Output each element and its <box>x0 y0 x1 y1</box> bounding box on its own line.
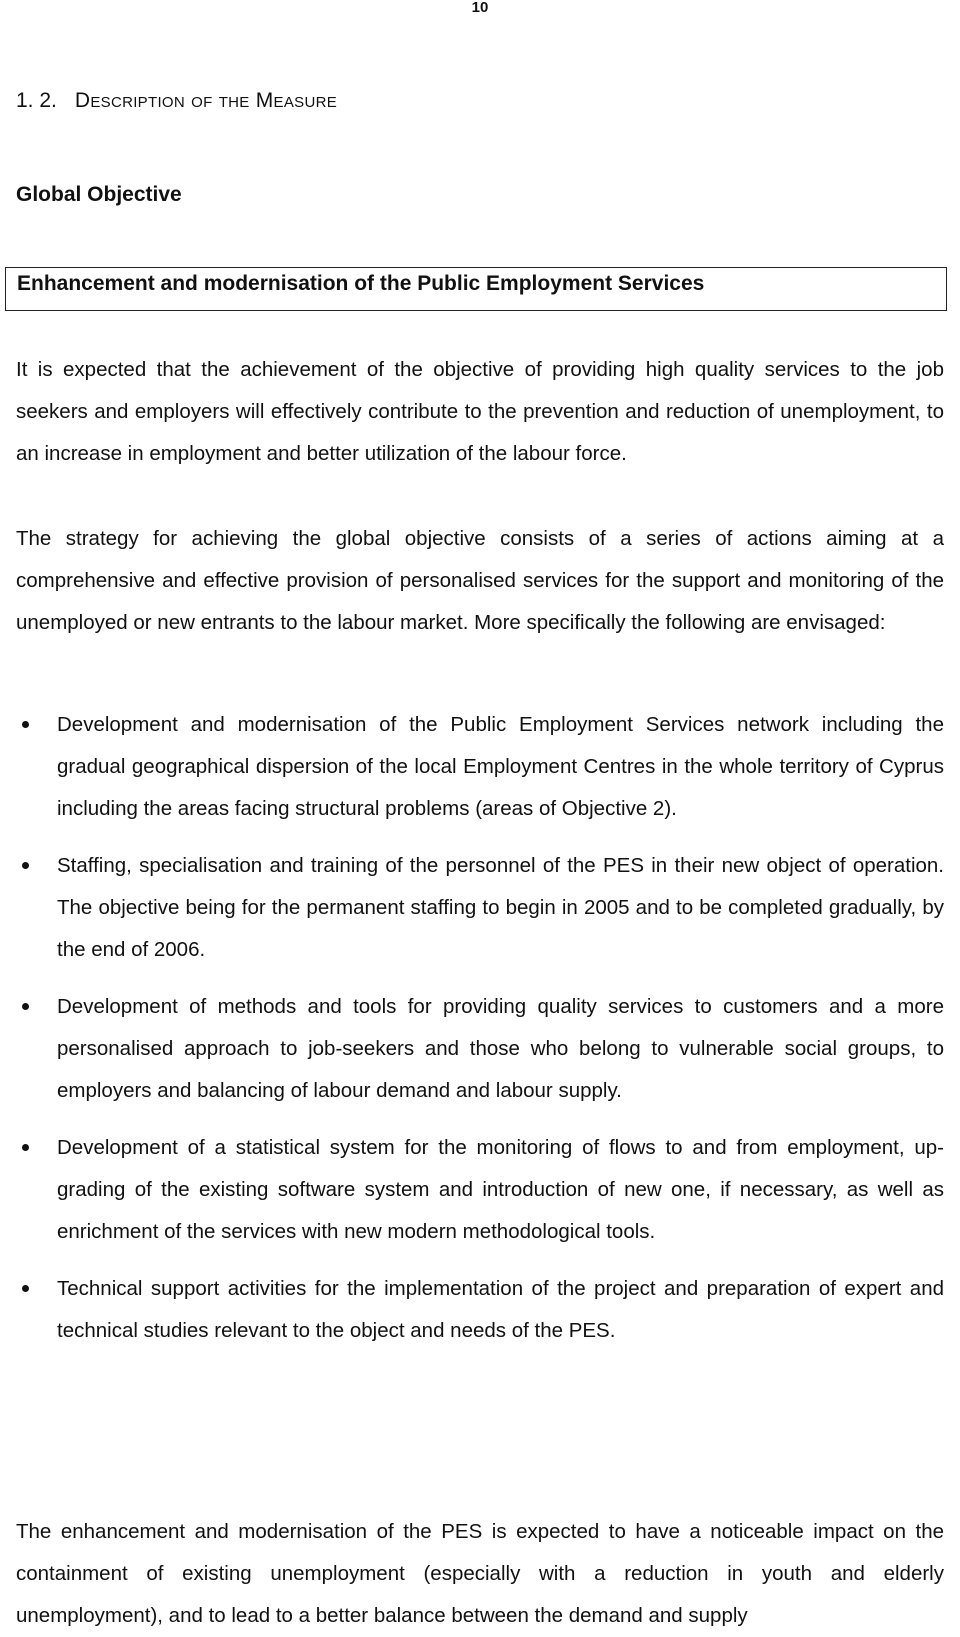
subheading-global-objective: Global Objective <box>16 183 182 206</box>
bullet-item <box>16 986 944 1112</box>
closing-paragraph: The enhancement and modernisation of the PES is expected to have a noticeable impact on the containment of existing unemployment (especially with a reduction in youth and elderly unemployment), and to lead to a better balance between the demand and supply <box>16 1520 944 1627</box>
measures-bullet-list <box>16 704 944 1367</box>
bullet-icon <box>22 1285 29 1292</box>
bullet-item <box>16 704 944 830</box>
page-number: 10 <box>471 0 489 16</box>
bullet-item <box>16 1268 944 1352</box>
bullet-text: Development of a statistical system for the monitoring of flows to and from employment, up-grading of the existing software system and introduction of new one, if necessary, as well as enrichment of the services with new modern methodological tools. <box>57 1136 944 1243</box>
bullet-text: Development of methods and tools for providing quality services to customers and a more personalised approach to job-seekers and those who belong to vulnerable social groups, to employers and balancing of labour demand and labour supply. <box>57 995 944 1102</box>
bullet-icon <box>22 862 29 869</box>
bullet-text: Development and modernisation of the Public Employment Services network including the gradual geographical dispersion of the local Employment Centres in the whole territory of Cyprus including the areas facing structural problems (areas of Objective 2). <box>57 713 944 820</box>
intro-paragraph: It is expected that the achievement of the objective of providing high quality services to the job seekers and employers will effectively contribute to the prevention and reduction of unemployment, to an increase in employment and better utilization of the labour force. <box>16 358 944 465</box>
bullet-icon <box>22 1144 29 1151</box>
bullet-icon <box>22 1003 29 1010</box>
bullet-icon <box>22 721 29 728</box>
boxed-objective-title: Enhancement and modernisation of the Public Employment Services <box>5 267 947 311</box>
bullet-text: Staffing, specialisation and training of the personnel of the PES in their new object of operation. The objective being for the permanent staffing to begin in 2005 and to be completed gradually, by the end of 2006. <box>57 854 944 961</box>
section-number: 1. 2. <box>16 89 57 112</box>
strategy-paragraph: The strategy for achieving the global objective consists of a series of actions aiming at a comprehensive and effective provision of personalised services for the support and monitoring of the unemployed or new entrants to the labour market. More specifically the following are envisaged: <box>16 527 944 634</box>
section-title: Description of the Measure <box>74 89 338 112</box>
bullet-item <box>16 845 944 971</box>
bullet-item <box>16 1127 944 1253</box>
bullet-text: Technical support activities for the implementation of the project and preparation of expert and technical studies relevant to the object and needs of the PES. <box>57 1277 944 1342</box>
section-heading <box>16 86 337 116</box>
